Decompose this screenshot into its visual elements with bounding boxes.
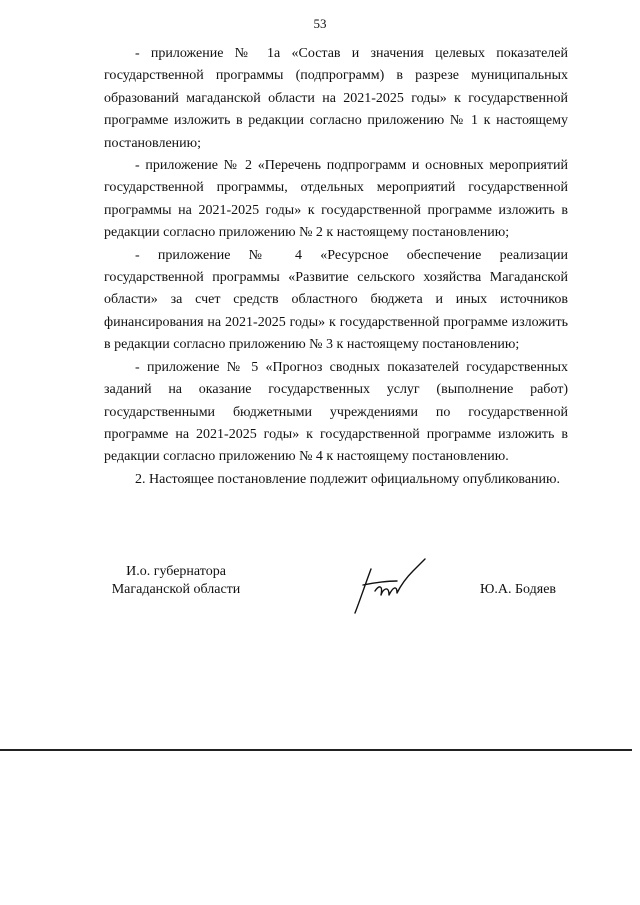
position-line-2: Магаданской области — [111, 582, 241, 597]
handwritten-signature — [345, 555, 435, 619]
document-body — [104, 43, 568, 491]
paragraph-publication: 2. Настоящее постановление подлежит официальному опубликованию. — [135, 471, 560, 487]
paragraph-appendix-1a: - приложение № 1а «Состав и значения целевых показателей государственной программы (подпрограмм) в разрезе муниципальных образований магаданской области на 2021-2025 годы» к государственной программе изложить в редакции согласно приложению № 1 к настоящему постановлению; — [104, 46, 568, 151]
paragraph-appendix-2: - приложение № 2 «Перечень подпрограмм и основных мероприятий государственной программы, отдельных мероприятий государственной программы на 2021-2025 годы» к государственной программе изложить в редакции согласно приложению № 2 к настоящему постановлению; — [104, 158, 568, 241]
signatory-name: Ю.А. Бодяев — [480, 582, 557, 597]
paragraph-appendix-5: - приложение № 5 «Прогноз сводных показателей государственных заданий на оказание государственных услуг (выполнение работ) государственными бюджетными учреждениями по государственной программе на 2021-2025 годы» к государственной программе изложить в редакции согласно приложению № 4 к настоящему постановлению. — [104, 359, 568, 465]
signature-block — [0, 563, 640, 623]
paragraph-appendix-4: - приложение № 4 «Ресурсное обеспечение реализации государственной программы «Развитие сельского хозяйства Магаданской области» за счет средств областного бюджета и иных источников финансирования на 2021-2025 годы» к государственной программе изложить в редакции согласно приложению № 3 к настоящему постановлению; — [104, 247, 568, 353]
position-line-1: И.о. губернатора — [126, 564, 226, 579]
horizontal-rule — [0, 749, 632, 751]
page-number: 53 — [313, 16, 327, 31]
signatory-position — [106, 563, 246, 599]
